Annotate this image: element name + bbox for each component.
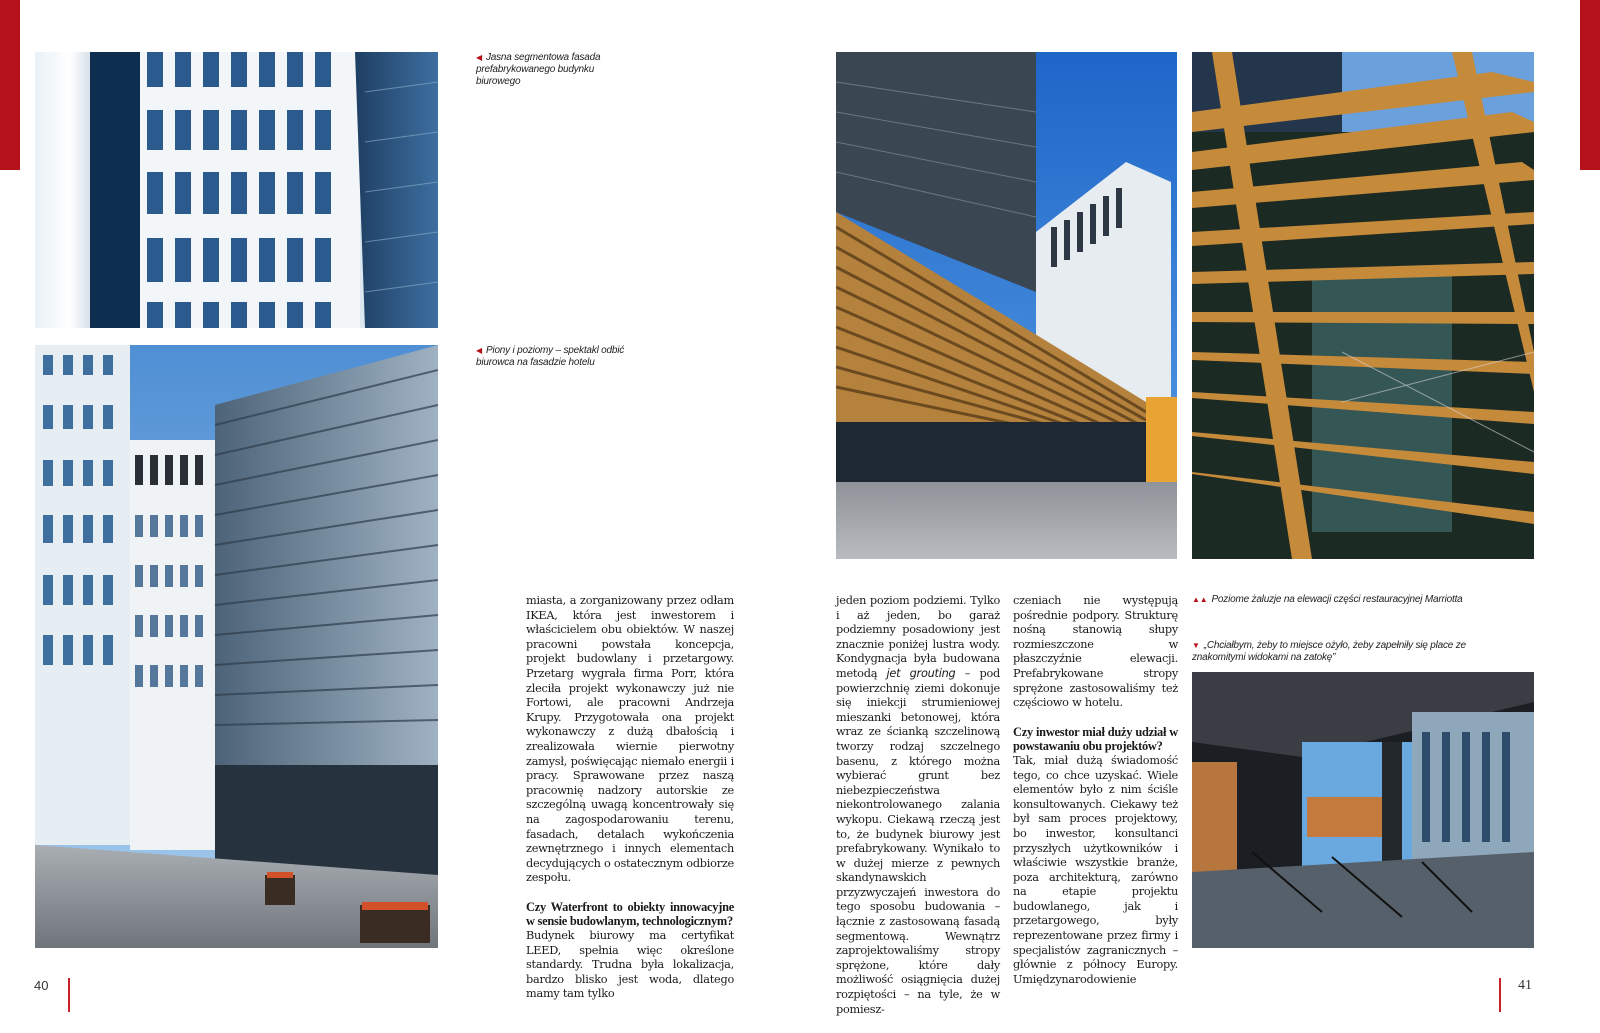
paragraph: Budynek biurowy ma certyfikat LEED, spełnia więc określone standardy. Trudna była lokalizacja, bardzo blisko jest woda, dlatego mamy tam tylko (526, 929, 734, 1001)
paragraph: jeden poziom podziemi. Tylko i aż jeden, bo garaż podziemny posadowiony jest znacznie poniżej lustra wody. Kondygnacja była budowana metodą jet grouting – pod powierzchnię ziemi dokonuje się iniekcji strumieniowej mieszanki betonowej, która wraz ze ścianką szczelinową tworzy rodzaj szczelnego basenu, z którego można wybierać grunt bez niebezpieczeństwa niekontrolowanego zalania wykopu. Ciekawą rzeczą jest to, że budynek biurowy jest prefabrykowany. Wynikało to w dużej mierze z pewnych skandynawskich przyzwyczajeń inwestora do tego sposobu budowania – łącznie z zastosowaną fasadą segmentową. Wewnątrz zaprojektowaliśmy stropy sprężone, które dały możliwość osiągnięcia dużej rozpiętości – na tyle, że w pomiesz- (836, 594, 1000, 1016)
article-column-2 (836, 594, 1000, 1017)
hotel-illustration (836, 52, 1177, 559)
page-number-left: 40 (34, 978, 49, 993)
article-column-3 (1013, 594, 1178, 987)
caption-reflections: ◀ Piony i poziomy – spektakl odbić biurowca na fasadzie hotelu (476, 345, 625, 368)
photo-hotel-louvres (836, 52, 1177, 559)
page-number-right: 41 (1518, 978, 1532, 993)
caption-quote: ▼ „Chciałbym, żeby to miejsce ożyło, żeby zapełniły się place ze znakomitymi widokami na zatokę” (1192, 640, 1466, 663)
photo-covered-passage (1192, 672, 1534, 948)
facade-illustration (35, 52, 438, 328)
caption-marker-up-up-icon: ▲▲ (1192, 595, 1208, 604)
right-folio-rule (1499, 978, 1501, 1012)
interview-question: Czy Waterfront to obiekty innowacyjne w sensie budowlanym, technologicznym? (526, 899, 734, 929)
caption-facade: ◀ Jasna segmentowa fasada prefabrykowanego budynku biurowego (476, 52, 601, 87)
photo-office-facade (35, 52, 438, 328)
caption-marker-left-icon: ◀ (476, 346, 482, 355)
interview-question: Czy inwestor miał duży udział w powstawaniu obu projektów? (1013, 724, 1178, 754)
louvre-illustration (1192, 52, 1534, 559)
left-accent-bar (0, 0, 20, 170)
buildings-illustration (35, 345, 438, 948)
photo-office-hotel-reflection (35, 345, 438, 948)
paragraph: miasta, a zorganizowany przez odłam IKEA, która jest inwestorem i właścicielem obu obiektów. W naszej pracowni powstała koncepcja, projekt budowlany i przetargowy. Przetarg wygrała firma Porr, która zleciła projekt wykonawczy już nie Fortowi, ale pracowni Andrzeja Krupy. Przygotowała ona projekt wykonawczy z dużą dbałością i zrealizowała wiernie pierwotny zamysł, poświęcając niemało energii i pracy. Sprawowane przez naszą pracownię nadzory autorskie ze szczególną uwagą koncentrowały się na zagospodarowaniu terenu, fasadach, detalach wykończenia zewnętrznego i innych elementach decydujących o ostatecznym odbiorze zespołu. (526, 594, 734, 885)
caption-louvres: ▲▲ Poziome żaluzje na elewacji części restauracyjnej Marriotta (1192, 594, 1463, 605)
caption-marker-down-icon: ▼ (1192, 641, 1200, 650)
paragraph: czeniach nie występują pośrednie podpory. Strukturę nośną stanowią słupy rozmieszczone w płaszczyźnie elewacji. Prefabrykowane stropy sprężone zastosowaliśmy też częściowo w hotelu. (1013, 594, 1178, 710)
left-folio-rule (68, 978, 70, 1012)
technical-term: jet grouting (886, 666, 956, 680)
paragraph: Tak, miał dużą świadomość tego, co chce uzyskać. Wiele elementów było z nim ściśle konsultowanych. Ciekawy też był sam proces projektowy, bo inwestor, konsultanci przyszłych użytkowników i właściwie wszystkie branże, poza architekturą, zarówno na etapie projektu budowlanego, jak i przetargowego, były reprezentowane przez firmy i specjalistów zagranicznych – głównie z północy Europy. Umiędzynarodowienie (1013, 753, 1178, 986)
photo-louvre-detail (1192, 52, 1534, 559)
article-column-1 (526, 594, 734, 1002)
caption-marker-left-icon: ◀ (476, 53, 482, 62)
right-accent-bar (1580, 0, 1600, 170)
passage-illustration (1192, 672, 1534, 948)
